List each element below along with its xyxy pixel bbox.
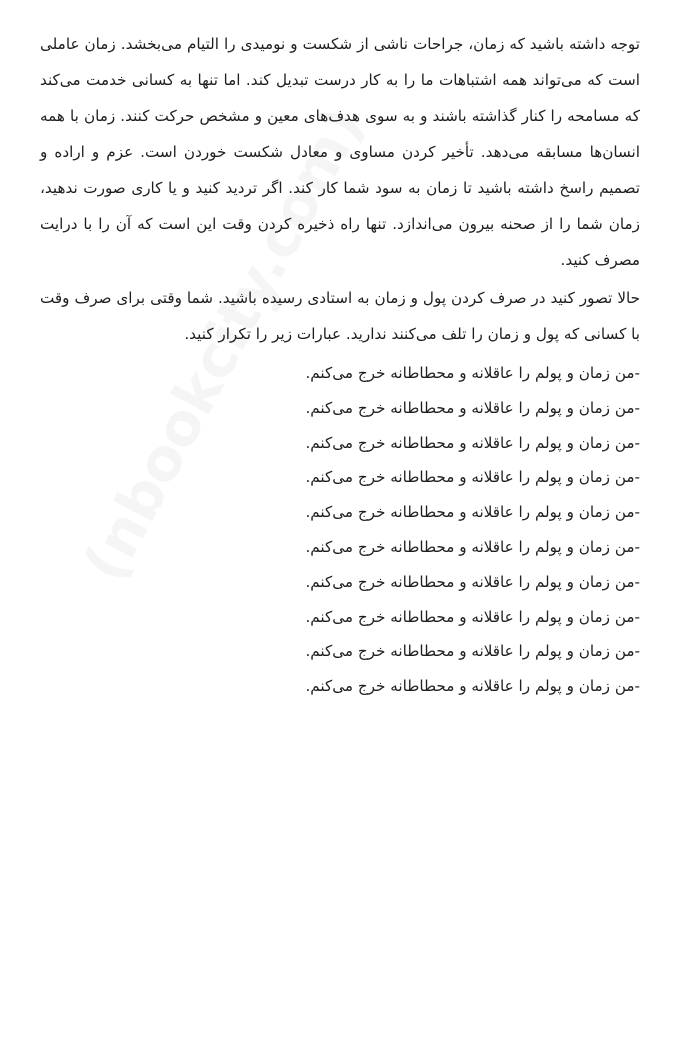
affirmation-list — [40, 356, 640, 704]
affirmation-line: -من زمان و پولم را عاقلانه و محطاطانه خرج می‌کنم. — [305, 468, 640, 487]
affirmation-line: -من زمان و پولم را عاقلانه و محطاطانه خرج می‌کنم. — [305, 572, 640, 591]
affirmation-line: -من زمان و پولم را عاقلانه و محطاطانه خرج می‌کنم. — [305, 433, 640, 452]
document-body — [40, 26, 640, 704]
paragraph-mastery: حالا تصور کنید در صرف کردن پول و زمان به استادی رسیده باشید. شما وقتی برای صرف وقت با کسانی که پول و زمان را تلف می‌کنند ندارید. عبارات زیر را تکرار کنید. — [40, 289, 640, 343]
affirmation-line: -من زمان و پولم را عاقلانه و محطاطانه خرج می‌کنم. — [305, 364, 640, 382]
paragraph-time: توجه داشته باشید که زمان، جراحات ناشی از شکست و نومیدی را التیام می‌بخشد. زمان عاملی است که می‌تواند همه اشتباهات ما را به کار درست تبدیل کند. اما تنها به کسانی خدمت می‌کند که مسامحه را کنار گذاشته باشند و به سوی هدف‌های معین و مشخص حرکت کنند. زمان با همه انسان‌ها مسابقه می‌دهد. تأخیر کردن مساوی و معادل شکست خوردن است. عزم و اراده و تصمیم راسخ داشته باشید تا زمان به سود شما کار کند. اگر تردید کنید و یا کاری صورت ندهید، زمان شما را از صحنه بیرون می‌اندازد. تنها راه ذخیره کردن وقت این است که آن را با درایت مصرف کنید. — [40, 35, 640, 269]
affirmation-line: -من زمان و پولم را عاقلانه و محطاطانه خرج می‌کنم. — [305, 398, 640, 417]
affirmation-line: -من زمان و پولم را عاقلانه و محطاطانه خرج می‌کنم. — [305, 677, 640, 696]
affirmation-line: -من زمان و پولم را عاقلانه و محطاطانه خرج می‌کنم. — [305, 642, 640, 661]
affirmation-line: -من زمان و پولم را عاقلانه و محطاطانه خرج می‌کنم. — [305, 503, 640, 522]
affirmation-line: -من زمان و پولم را عاقلانه و محطاطانه خرج می‌کنم. — [305, 537, 640, 556]
affirmation-line: -من زمان و پولم را عاقلانه و محطاطانه خرج می‌کنم. — [305, 607, 640, 626]
